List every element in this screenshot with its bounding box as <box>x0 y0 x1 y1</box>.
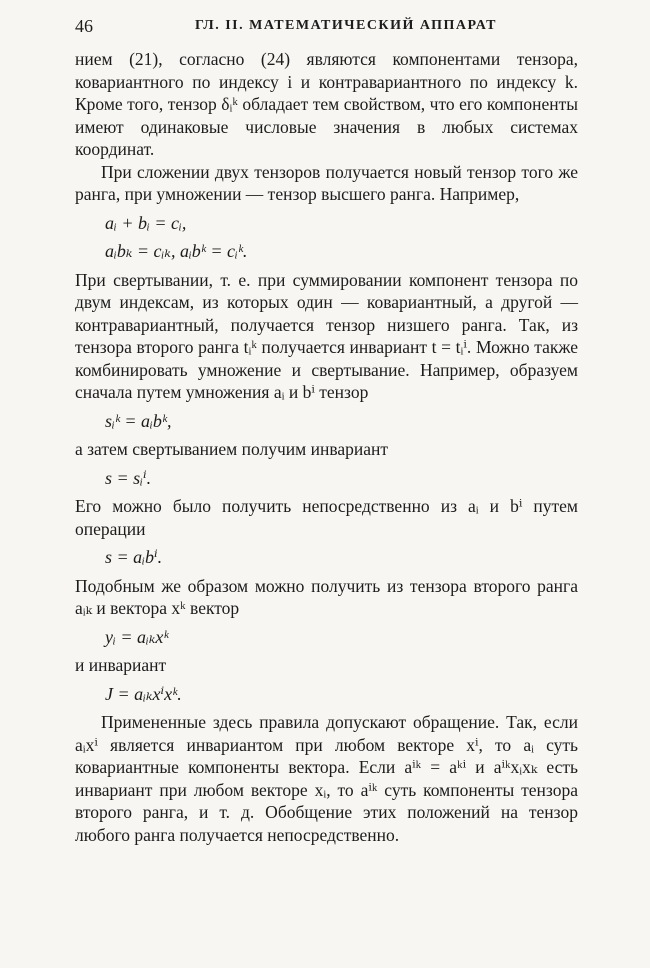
paragraph-1: нием (21), согласно (24) являются компонентами тензора, ковариантного по индексу i и контравариантного по индексу k. Кроме того, тензор δᵢᵏ обладает тем свойством, что его компоненты имеют одинаковые числовые значения в любых системах координат. <box>75 49 578 159</box>
paragraph-2: При сложении двух тензоров получается новый тензор того же ранга, при умножении — тензор высшего ранга. Например, <box>75 161 578 204</box>
running-header <box>75 16 575 38</box>
formula-vector-y: yᵢ = aᵢₖxᵏ <box>105 626 169 647</box>
paragraph-3: При свертывании, т. е. при суммировании компонент тензора по двум индексам, из которых один — ковариантный, а другой — контравариантный, получается тензор низшего ранга. Так, из тензора второго ранга tᵢᵏ получается инвариант t = tᵢⁱ. Можно также комбинировать умножение и свертывание. Например, образуем сначала путем умножения aᵢ и bⁱ тензор <box>75 269 578 402</box>
running-title: ГЛ. II. МАТЕМАТИЧЕСКИЙ АППАРАТ <box>195 18 497 33</box>
paragraph-6: Подобным же образом можно получить из тензора второго ранга aᵢₖ и вектора xᵏ вектор <box>75 575 578 618</box>
formula-invariant-j: J = aᵢₖxⁱxᵏ. <box>105 683 182 704</box>
formula-s-invariant: s = sᵢⁱ. <box>105 467 152 488</box>
formula-sum: aᵢ + bᵢ = cᵢ, <box>105 212 187 233</box>
paragraph-4: а затем свертыванием получим инвариант <box>75 439 389 459</box>
page-body <box>75 48 578 846</box>
page-number: 46 <box>75 16 93 36</box>
formula-product: aᵢbₖ = cᵢₖ, aᵢbᵏ = cᵢᵏ. <box>105 241 248 261</box>
formula-s-direct: s = aᵢbⁱ. <box>105 547 163 567</box>
formula-s-ik: sᵢᵏ = aᵢbᵏ, <box>105 410 172 431</box>
paragraph-5: Его можно было получить непосредственно из aᵢ и bⁱ путем операции <box>75 496 578 539</box>
paragraph-8: Примененные здесь правила допускают обращение. Так, если aᵢxⁱ является инвариантом при любом векторе xⁱ, то aᵢ суть ковариантные компоненты вектора. Если aⁱᵏ = aᵏⁱ и aⁱᵏxᵢxₖ есть инвариант при любом векторе xᵢ, то aⁱᵏ суть компоненты тензора второго ранга, и т. д. Обобщение этих положений на тензор любого ранга получается непосредственно. <box>75 712 578 845</box>
paragraph-7: и инвариант <box>75 655 167 675</box>
